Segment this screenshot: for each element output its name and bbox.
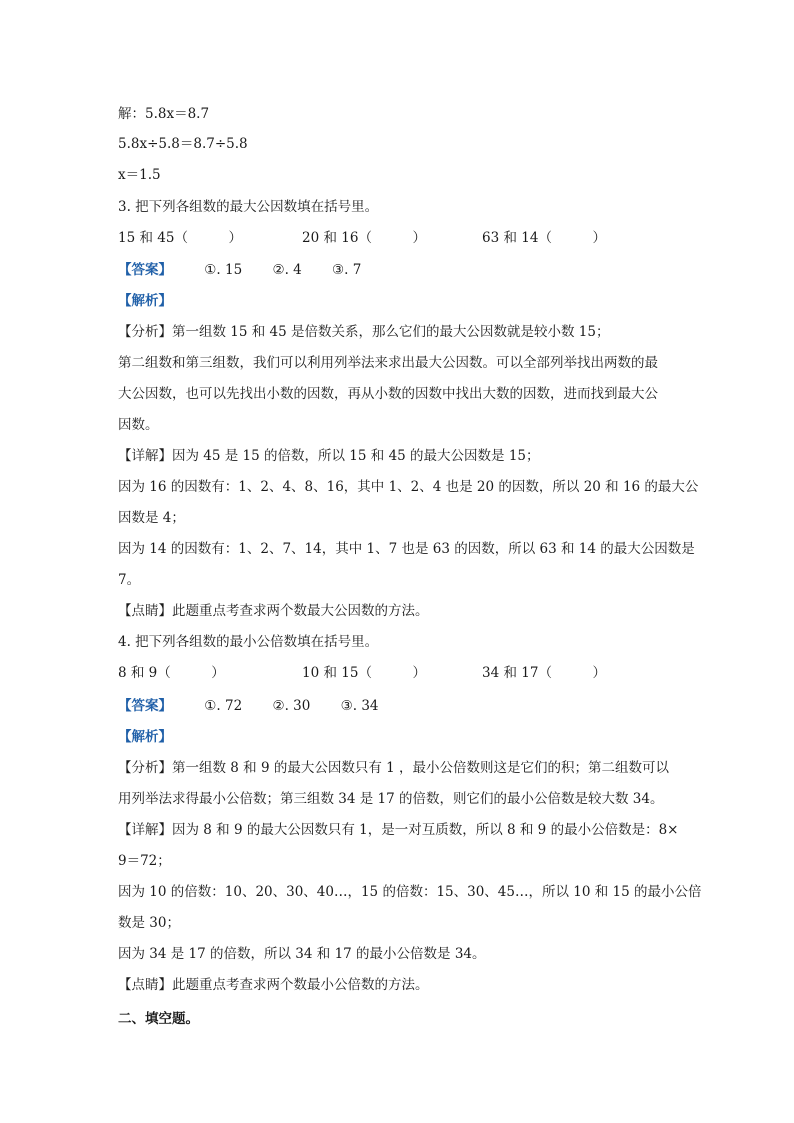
q4-item-2: 10 和 15（ ） — [302, 665, 426, 681]
q3-analysis-tag: 【解析】 — [118, 293, 172, 309]
q4-answer-3: ③. 34 — [340, 698, 379, 714]
q3-detail-line-2: 因为 16 的因数有：1、2、4、8、16，其中 1、2、4 也是 20 的因数，所以 20 和 16 的最大公 — [118, 479, 699, 495]
q4-item-3: 34 和 17（ ） — [482, 665, 606, 681]
q4-answers — [204, 697, 404, 715]
section-2-title: 二、填空题。 — [118, 1011, 199, 1027]
q4-item-1: 8 和 9（ ） — [118, 665, 225, 681]
q3-detail-tag: 【详解】 — [118, 448, 172, 464]
q4-answer-tag: 【答案】 — [118, 698, 172, 714]
q4-detail-tag: 【详解】 — [118, 822, 172, 838]
q4-detail-line-2: 9＝72； — [118, 853, 171, 869]
q3-answer-3: ③. 7 — [332, 262, 362, 278]
q3-fenxi-line-2: 第二组数和第三组数，我们可以利用列举法来求出最大公因数。可以全部列举找出两数的最 — [118, 355, 658, 371]
q4-fenxi-text-1: 第一组数 8 和 9 的最大公因数只有 1 ，最小公倍数则这是它们的积；第二组数可以 — [172, 760, 670, 776]
q3-answer-1: ①. 15 — [204, 262, 243, 278]
q3-item-3: 63 和 14（ ） — [482, 230, 606, 246]
q3-fenxi-line-1 — [118, 323, 610, 341]
q3-answer-2: ②. 4 — [272, 262, 302, 278]
q4-comment-line — [118, 976, 429, 994]
q3-title: 3. 把下列各组数的最大公因数填在括号里。 — [118, 199, 379, 215]
q4-detail-line-5: 因为 34 是 17 的倍数，所以 34 和 17 的最小公倍数是 34。 — [118, 946, 486, 962]
q4-fenxi-line-2: 用列举法求得最小公倍数；第三组数 34 是 17 的倍数，则它们的最小公倍数是较大数 34。 — [118, 791, 664, 807]
q3-detail-line-4: 因为 14 的因数有：1、2、7、14，其中 1、7 也是 63 的因数，所以 63 和 14 的最大公因数是 — [118, 541, 695, 557]
solution-line-3: x＝1.5 — [118, 167, 161, 183]
q4-detail-line-1 — [118, 821, 678, 839]
q3-answer-row — [118, 261, 387, 279]
q3-fenxi-line-3: 大公因数，也可以先找出小数的因数，再从小数的因数中找出大数的因数，进而找到最大公 — [118, 386, 658, 402]
q3-fenxi-text-1: 第一组数 15 和 45 是倍数关系，那么它们的最大公因数就是较小数 15； — [172, 324, 610, 340]
q3-item-2: 20 和 16（ ） — [302, 230, 426, 246]
q3-detail-text-1: 因为 45 是 15 的倍数，所以 15 和 45 的最大公因数是 15； — [172, 448, 540, 464]
q4-title: 4. 把下列各组数的最小公倍数填在括号里。 — [118, 634, 379, 650]
q3-comment-text: 此题重点考查求两个数最大公因数的方法。 — [172, 603, 429, 619]
q3-comment-tag: 【点睛】 — [118, 603, 172, 619]
q3-detail-line-5: 7。 — [118, 572, 141, 588]
q3-fenxi-tag: 【分析】 — [118, 324, 172, 340]
q3-item-1: 15 和 45（ ） — [118, 230, 242, 246]
q4-answer-row — [118, 697, 405, 715]
solution-line-1: 解：5.8x＝8.7 — [118, 106, 210, 122]
q4-comment-text: 此题重点考查求两个数最小公倍数的方法。 — [172, 977, 429, 993]
q3-fenxi-line-4: 因数。 — [118, 417, 159, 433]
q4-detail-text-1: 因为 8 和 9 的最大公因数只有 1，是一对互质数，所以 8 和 9 的最小公倍数是：8× — [172, 822, 679, 838]
q4-answer-1: ①. 72 — [204, 698, 243, 714]
q3-detail-line-1 — [118, 447, 540, 465]
q4-fenxi-line-1 — [118, 759, 669, 777]
q3-answers — [204, 261, 387, 279]
q4-comment-tag: 【点睛】 — [118, 977, 172, 993]
q4-fenxi-tag: 【分析】 — [118, 760, 172, 776]
q3-answer-tag: 【答案】 — [118, 262, 172, 278]
q4-detail-line-3: 因为 10 的倍数：10、20、30、40…，15 的倍数：15、30、45…，所以 10 和 15 的最小公倍 — [118, 884, 702, 900]
q4-answer-2: ②. 30 — [272, 698, 311, 714]
q3-detail-line-3: 因数是 4； — [118, 510, 185, 526]
q4-analysis-tag: 【解析】 — [118, 729, 172, 745]
q4-detail-line-4: 数是 30； — [118, 915, 180, 931]
solution-line-2: 5.8x÷5.8＝8.7÷5.8 — [118, 136, 248, 152]
q3-comment-line — [118, 602, 429, 620]
